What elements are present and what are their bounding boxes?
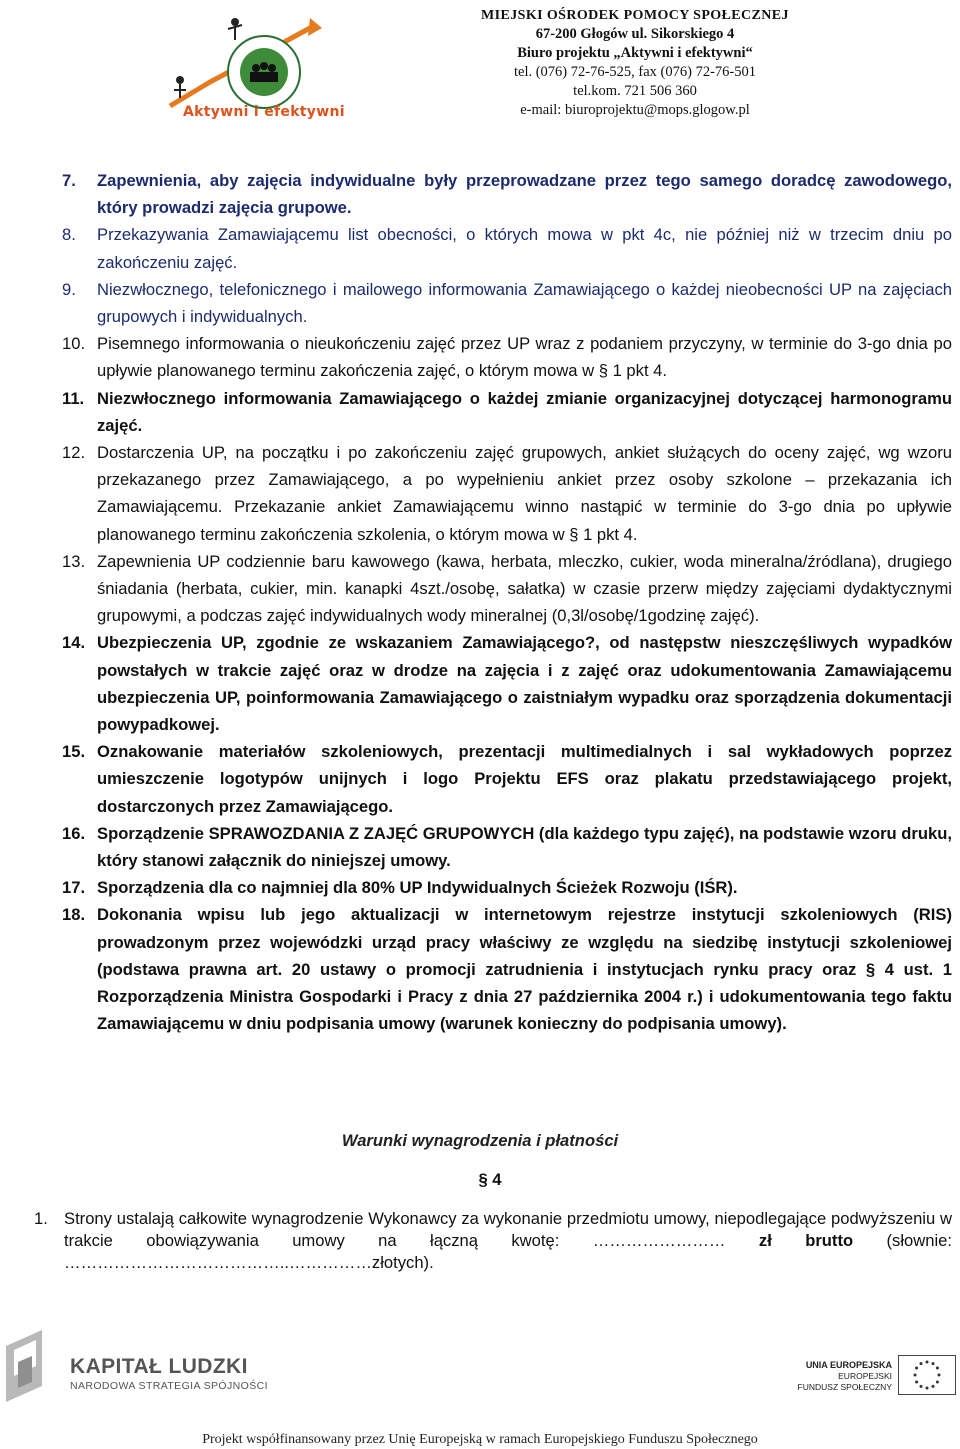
item-text: Sporządzenie SPRAWOZDANIA Z ZAJĘĆ GRUPOWYCH (dla każdego typu zajęć), na podstawie wzoru druku, który stanowi załącznik do niniejszej umowy. <box>97 823 952 871</box>
list-item <box>62 167 952 221</box>
list-item <box>62 548 952 630</box>
item-text: Oznakowanie materiałów szkoleniowych, prezentacji multimedialnych i sal wykładowych poprzez umieszczenie logotypów unijnych i logo Projektu EFS oraz plakatu przedstawiającego projekt, dostarczonych przez Zamawiającego. <box>97 742 952 816</box>
clause-number: 1. <box>34 1209 48 1228</box>
list-item <box>62 738 952 820</box>
org-address: 67-200 Głogów ul. Sikorskiego 4 <box>535 26 735 42</box>
list-item <box>62 221 952 275</box>
item-text: Ubezpieczenia UP, zgodnie ze wskazaniem Zamawiającego?, od następstw nieszczęśliwych wypadków powstałych w trakcie zajęć oraz w drodze na zajęcia i z zajęć oraz udokumentowania Zamawiającemu ubezpieczenia UP, poinformowania Zamawiającego o zaistniałym wypadku oraz sporządzenia dokumentacji powypadkowej. <box>97 633 952 735</box>
item-text: Sporządzenia dla co najmniej dla 80% UP Indywidualnych Ścieżek Rozwoju (IŚR). <box>97 878 738 898</box>
org-name: MIEJSKI OŚRODEK POMOCY SPOŁECZNEJ <box>481 8 789 23</box>
mobile-phone: tel.kom. 721 506 360 <box>573 83 697 99</box>
section-title: Warunki wynagrodzenia i płatności <box>341 1131 619 1150</box>
kapital-ludzki-symbol-icon <box>2 1326 60 1406</box>
item-number: 7. <box>62 171 76 190</box>
clause-text-a: Strony ustalają całkowite wynagrodzenie Wykonawcy za wykonanie przedmiotu umowy, niepodlegające podwyższeniu w trakcie obowiązywania umowy na łączną kwotę: …………………… <box>64 1209 952 1250</box>
item-text: Zapewnienia, aby zajęcia indywidualne były przeprowadzane przez tego samego doradcę zawodowego, który prowadzi zajęcia grupowe. <box>97 171 952 218</box>
item-text: Pisemnego informowania o nieukończeniu zajęć przez UP wraz z podaniem przyczyny, w terminie do 3-go dnia po upływie planowanego terminu zakończenia zajęć, o którym mowa w § 1 pkt 4. <box>97 334 952 381</box>
item-number: 15. <box>62 742 86 762</box>
eu-line-2: EUROPEJSKI <box>838 1371 892 1381</box>
item-text: Przekazywania Zamawiającemu list obecności, o których mowa w pkt 4c, nie później niż w trzecim dniu po zakończeniu zajęć. <box>97 225 952 272</box>
eu-label <box>780 1360 892 1393</box>
list-item <box>62 439 952 548</box>
list-item <box>62 330 952 384</box>
phone-fax: tel. (076) 72-76-525, fax (076) 72-76-501 <box>513 64 756 80</box>
item-number: 12. <box>62 443 86 463</box>
clause-text-b: (słownie: …………………………………..……………złotych). <box>64 1231 953 1272</box>
item-number: 18. <box>62 905 86 925</box>
list-item <box>62 385 952 439</box>
item-number: 10. <box>62 334 86 354</box>
item-number: 11. <box>62 388 85 408</box>
list-item <box>62 874 952 901</box>
item-number: 13. <box>62 551 86 571</box>
paragraph-mark: § 4 <box>478 1170 502 1189</box>
item-number: 14. <box>62 633 86 653</box>
eu-line-3: FUNDUSZ SPOŁECZNY <box>797 1382 892 1392</box>
item-text: Zapewnienia UP codziennie baru kawowego (kawa, herbata, mleczko, cukier, woda mineralna/źródlana), drugiego śniadania (herbata, cukier, min. kanapki 4szt./osobę, sałatka) w czasie przerw między zajęciami dydaktycznymi grupowymi, a podczas zajęć indywidualnych wody mineralnej (0,3l/osobę/1godzinę zajęć). <box>97 551 952 626</box>
item-number: 8. <box>62 225 76 245</box>
kapital-ludzki-subtitle: NARODOWA STRATEGIA SPÓJNOŚCI <box>70 1380 268 1392</box>
item-number: 17. <box>62 878 86 898</box>
eu-line-1: UNIA EUROPEJSKA <box>805 1360 892 1370</box>
list-item <box>62 629 952 738</box>
item-number: 9. <box>62 279 76 299</box>
list-item <box>62 276 952 330</box>
item-number: 16. <box>62 823 86 843</box>
item-text: Dostarczenia UP, na początku i po zakończeniu zajęć grupowych, ankiet służących do oceny zajęć, wg wzoru przekazanego przez Zamawiającego, a po wypełnieniu ankiet przez osoby szkolone – przekazania ich Zamawiającemu. Przekazanie ankiet Zamawiającemu winno nastąpić w terminie do 3-go dnia po upływie planowanego terminu zakończenia szkolenia, o którym mowa w § 1 pkt 4. <box>97 443 952 544</box>
item-text: Niezwłocznego, telefonicznego i mailowego informowania Zamawiającego o każdej nieobecności UP na zajęciach grupowych i indywidualnych. <box>97 279 952 327</box>
list-item <box>62 901 952 1037</box>
obligations-list <box>62 167 952 1038</box>
email-address: e-mail: biuroprojektu@mops.glogow.pl <box>520 102 750 118</box>
clause-1 <box>34 1208 952 1274</box>
project-office: Biuro projektu „Aktywni i efektywni“ <box>517 45 753 61</box>
item-text: Niezwłocznego informowania Zamawiającego o każdej zmianie organizacyjnej dotyczącej harmonogramu zajęć. <box>97 388 952 435</box>
eu-flag-icon <box>898 1355 956 1395</box>
header-tagline: Aktywni i efektywni <box>183 104 345 120</box>
header-contact-block <box>470 6 800 120</box>
kapital-ludzki-title: KAPITAŁ LUDZKI <box>70 1355 248 1378</box>
cofinanced-notice: Projekt współfinansowany przez Unię Europejską w ramach Europejskiego Funduszu Społecznego <box>202 1432 758 1447</box>
item-text: Dokonania wpisu lub jego aktualizacji w internetowym rejestrze instytucji szkoleniowych (RIS) prowadzonym przez wojewódzki urząd pracy właściwy ze względu na siedzibę instytucji szkoleniowej (podstawa prawna art. 20 ustawy o promocji zatrudnienia i instytucjach rynku pracy oraz § 4 ust. 1 Rozporządzenia Ministra Gospodarki i Pracy z dnia 27 października 2004 r.) i udokumentowania tego faktu Zamawiającemu w dniu podpisania umowy (warunek konieczny do podpisania umowy). <box>97 905 952 1034</box>
clause-text-bold: zł brutto <box>758 1231 854 1250</box>
list-item <box>62 820 952 874</box>
